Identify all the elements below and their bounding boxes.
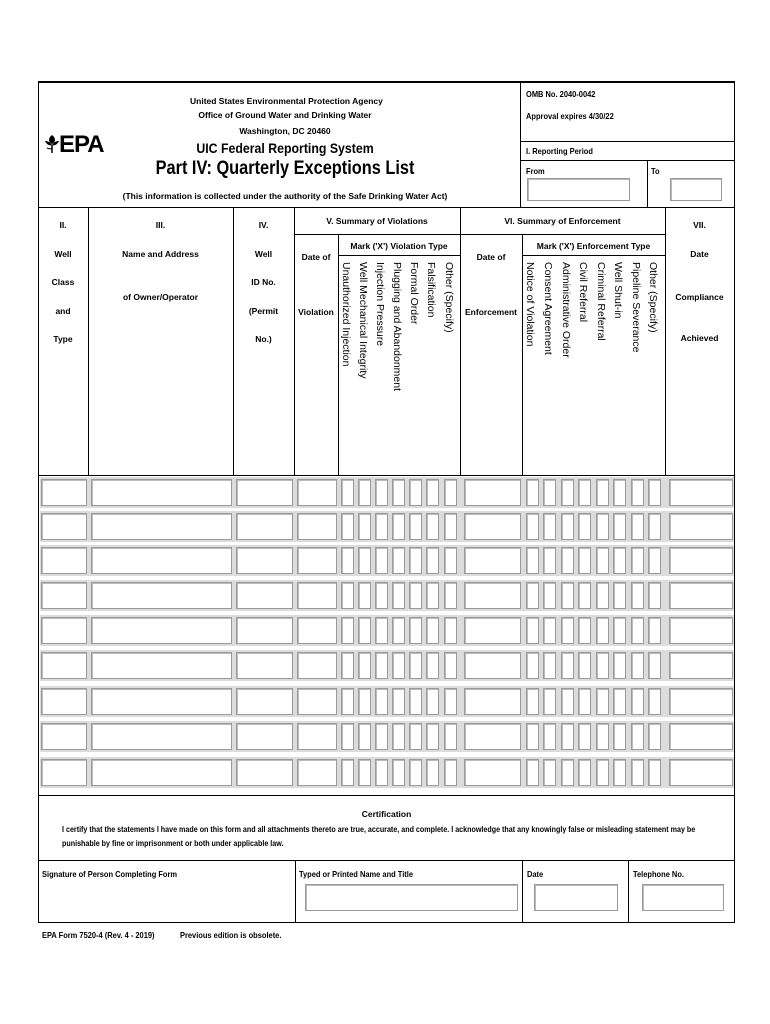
violation-type-checkbox[interactable] [341, 652, 354, 679]
violation-type-checkbox[interactable] [409, 688, 422, 715]
violation-type-checkbox[interactable] [392, 759, 405, 786]
enforcement-type-checkbox[interactable] [631, 617, 644, 644]
enforcement-type-checkbox[interactable] [631, 759, 644, 786]
enforcement-type-checkbox[interactable] [543, 759, 556, 786]
violation-date-field[interactable] [297, 513, 337, 540]
violation-type-checkbox[interactable] [409, 617, 422, 644]
column-header-top-line [38, 207, 735, 208]
col-divider-4 [294, 207, 295, 476]
enforcement-type-checkbox[interactable] [526, 547, 539, 574]
well-class-field[interactable] [41, 479, 87, 506]
printed-name-label: Typed or Printed Name and Title [299, 869, 414, 879]
enforcement-type-checkbox[interactable] [578, 479, 591, 506]
enforcement-type-checkbox[interactable] [631, 513, 644, 540]
enforcement-type-title: Mark ('X') Enforcement Type [536, 241, 651, 251]
enforcement-type-checkbox[interactable] [613, 652, 626, 679]
enforcement-type-checkbox[interactable] [561, 617, 574, 644]
enforcement-type-pipeline-severance: Pipeline Severance [630, 262, 642, 353]
violation-type-checkbox[interactable] [392, 652, 405, 679]
reporting-period-mid-line [520, 160, 734, 161]
violation-type-checkbox[interactable] [426, 479, 439, 506]
violation-type-checkbox[interactable] [341, 513, 354, 540]
enforcement-type-checkbox[interactable] [631, 479, 644, 506]
violation-type-checkbox[interactable] [426, 513, 439, 540]
enforcement-type-checkbox[interactable] [613, 617, 626, 644]
well-id-field[interactable] [236, 759, 293, 786]
enforcement-date-field[interactable] [464, 617, 521, 644]
col2-line-4: Type [53, 334, 73, 344]
violation-date-field[interactable] [297, 479, 337, 506]
agency-line-3: Washington, DC 20460 [239, 126, 331, 136]
violation-type-checkbox[interactable] [358, 513, 371, 540]
signature-top-line [38, 860, 735, 861]
enforcement-type-checkbox[interactable] [648, 513, 661, 540]
enforcement-type-checkbox[interactable] [613, 513, 626, 540]
enforcement-type-notice-of-violation: Notice of Violation [524, 262, 536, 347]
well-class-field[interactable] [41, 688, 87, 715]
violation-type-other: Other (Specify) [443, 262, 455, 333]
form-number: EPA Form 7520-4 (Rev. 4 - 2019) [42, 930, 155, 940]
enforcement-type-checkbox[interactable] [543, 617, 556, 644]
violation-type-subline [338, 255, 460, 256]
violation-type-checkbox[interactable] [358, 582, 371, 609]
enforcement-date-field[interactable] [464, 513, 521, 540]
violation-type-checkbox[interactable] [375, 617, 388, 644]
to-label: To [651, 166, 660, 176]
violation-type-checkbox[interactable] [444, 688, 457, 715]
enforcement-type-checkbox[interactable] [526, 513, 539, 540]
enforcement-type-checkbox[interactable] [561, 582, 574, 609]
signature-label: Signature of Person Completing Form [42, 869, 178, 879]
enforcement-date-field[interactable] [464, 652, 521, 679]
violation-date-line-2: Violation [298, 307, 334, 317]
violation-type-checkbox[interactable] [375, 582, 388, 609]
enforcement-type-checkbox[interactable] [613, 723, 626, 750]
certification-line-2: punishable by fine or imprisonment or both under applicable law. [62, 838, 284, 848]
violation-type-checkbox[interactable] [341, 582, 354, 609]
column-header-bottom-line [38, 475, 735, 476]
violation-type-title: Mark ('X') Violation Type [350, 241, 448, 251]
violation-type-injection-pressure: Injection Pressure [374, 262, 386, 347]
signature-date-field[interactable] [534, 884, 618, 911]
violation-type-checkbox[interactable] [375, 652, 388, 679]
enforcement-type-checkbox[interactable] [526, 479, 539, 506]
enforcement-type-checkbox[interactable] [613, 759, 626, 786]
violation-type-checkbox[interactable] [409, 652, 422, 679]
owner-name-address-field[interactable] [91, 759, 232, 786]
violation-type-checkbox[interactable] [444, 547, 457, 574]
violation-type-checkbox[interactable] [392, 547, 405, 574]
violation-type-checkbox[interactable] [358, 547, 371, 574]
well-class-field[interactable] [41, 759, 87, 786]
enforcement-type-administrative-order: Administrative Order [560, 262, 572, 358]
violation-type-checkbox[interactable] [409, 759, 422, 786]
enforcement-type-checkbox[interactable] [613, 582, 626, 609]
enforcement-type-checkbox[interactable] [561, 759, 574, 786]
reporting-period-top-line [520, 141, 734, 142]
violation-type-checkbox[interactable] [358, 759, 371, 786]
col7-number: VII. [693, 220, 706, 230]
enforcement-type-checkbox[interactable] [596, 688, 609, 715]
enforcement-type-checkbox[interactable] [543, 582, 556, 609]
enforcement-type-checkbox[interactable] [578, 759, 591, 786]
well-id-field[interactable] [236, 723, 293, 750]
violation-date-field[interactable] [297, 652, 337, 679]
violation-type-checkbox[interactable] [358, 723, 371, 750]
enforcement-type-criminal-referral: Criminal Referral [595, 262, 607, 341]
col2-number: II. [59, 220, 67, 230]
enforcement-type-checkbox[interactable] [578, 547, 591, 574]
enforcement-type-checkbox[interactable] [613, 688, 626, 715]
enforcement-type-checkbox[interactable] [596, 723, 609, 750]
violation-type-checkbox[interactable] [409, 479, 422, 506]
signature-divider-3 [628, 860, 629, 922]
violation-type-checkbox[interactable] [444, 617, 457, 644]
violation-type-checkbox[interactable] [341, 479, 354, 506]
violation-type-well-mechanical-integrity: Well Mechanical Integrity [357, 262, 369, 379]
enforcement-date-line-1: Date of [476, 252, 506, 262]
signature-divider-1 [295, 860, 296, 922]
to-date-field[interactable] [670, 178, 722, 201]
owner-name-address-field[interactable] [91, 723, 232, 750]
enforcement-type-consent-agreement: Consent Agreement [542, 262, 554, 355]
telephone-field[interactable] [642, 884, 724, 911]
form-title: Part IV: Quarterly Exceptions List [155, 158, 415, 179]
epa-flower-icon [44, 133, 60, 155]
well-id-field[interactable] [236, 582, 293, 609]
violation-type-checkbox[interactable] [392, 617, 405, 644]
violation-date-field[interactable] [297, 688, 337, 715]
from-to-divider [647, 160, 648, 207]
summary-subline [294, 234, 665, 235]
col2-line-1: Well [54, 249, 72, 259]
violation-type-checkbox[interactable] [444, 513, 457, 540]
owner-name-address-field[interactable] [91, 479, 232, 506]
well-id-field[interactable] [236, 479, 293, 506]
well-id-field[interactable] [236, 688, 293, 715]
from-label: From [526, 166, 545, 176]
owner-name-address-field[interactable] [91, 582, 232, 609]
enforcement-type-checkbox[interactable] [543, 547, 556, 574]
enforcement-type-checkbox[interactable] [596, 617, 609, 644]
enforcement-type-checkbox[interactable] [526, 723, 539, 750]
enforcement-type-checkbox[interactable] [561, 723, 574, 750]
reporting-period-label: I. Reporting Period [526, 146, 593, 156]
enforcement-date-field[interactable] [464, 479, 521, 506]
enforcement-type-checkbox[interactable] [596, 652, 609, 679]
enforcement-date-line-2: Enforcement [465, 307, 517, 317]
enforcement-type-checkbox[interactable] [526, 688, 539, 715]
enforcement-type-civil-referral: Civil Referral [577, 262, 589, 323]
enforcement-type-checkbox[interactable] [596, 582, 609, 609]
well-id-field[interactable] [236, 513, 293, 540]
form-bottom-border [38, 922, 735, 923]
enforcement-type-checkbox[interactable] [543, 479, 556, 506]
violation-type-checkbox[interactable] [426, 723, 439, 750]
omb-divider [520, 82, 521, 207]
violation-type-checkbox[interactable] [426, 688, 439, 715]
enforcement-type-checkbox[interactable] [543, 513, 556, 540]
enforcement-date-field[interactable] [464, 582, 521, 609]
violation-type-checkbox[interactable] [375, 688, 388, 715]
violation-type-checkbox[interactable] [392, 688, 405, 715]
compliance-date-field[interactable] [669, 513, 733, 540]
well-class-field[interactable] [41, 723, 87, 750]
enforcement-type-checkbox[interactable] [526, 617, 539, 644]
col4-line-4: No.) [255, 334, 272, 344]
violation-type-checkbox[interactable] [392, 479, 405, 506]
enforcement-type-checkbox[interactable] [578, 513, 591, 540]
enforcement-type-checkbox[interactable] [631, 582, 644, 609]
enforcement-type-checkbox[interactable] [578, 688, 591, 715]
approval-expiry: Approval expires 4/30/22 [526, 111, 614, 121]
violation-type-checkbox[interactable] [358, 652, 371, 679]
enforcement-type-checkbox[interactable] [648, 479, 661, 506]
violation-type-formal-order: Formal Order [408, 262, 420, 325]
enforcement-type-checkbox[interactable] [648, 759, 661, 786]
enforcement-type-checkbox[interactable] [596, 513, 609, 540]
enforcement-type-checkbox[interactable] [648, 652, 661, 679]
well-class-field[interactable] [41, 582, 87, 609]
compliance-date-field[interactable] [669, 617, 733, 644]
col7-line-3: Achieved [680, 333, 719, 343]
compliance-date-field[interactable] [669, 723, 733, 750]
enforcement-type-checkbox[interactable] [631, 652, 644, 679]
violation-type-unauthorized-injection: Unauthorized Injection [340, 262, 352, 367]
form-top-border [38, 81, 735, 83]
telephone-label: Telephone No. [633, 869, 684, 879]
violation-type-checkbox[interactable] [426, 652, 439, 679]
violation-type-checkbox[interactable] [375, 513, 388, 540]
enforcement-date-field[interactable] [464, 723, 521, 750]
col-divider-enf-date [522, 234, 523, 476]
compliance-date-field[interactable] [669, 479, 733, 506]
certification-line-1: I certify that the statements I have made on this form and all attachments thereto are true, accurate, and complete. I acknowledge that any knowingly false or misleading statement may be [62, 824, 696, 834]
violation-date-field[interactable] [297, 547, 337, 574]
col-divider-5 [460, 207, 461, 476]
violation-type-checkbox[interactable] [375, 547, 388, 574]
enforcement-type-checkbox[interactable] [543, 652, 556, 679]
violation-type-checkbox[interactable] [409, 582, 422, 609]
owner-name-address-field[interactable] [91, 688, 232, 715]
enforcement-type-checkbox[interactable] [578, 582, 591, 609]
violation-type-checkbox[interactable] [341, 617, 354, 644]
enforcement-type-checkbox[interactable] [631, 723, 644, 750]
enforcement-type-checkbox[interactable] [613, 479, 626, 506]
enforcement-type-other: Other (Specify) [647, 262, 659, 333]
owner-name-address-field[interactable] [91, 547, 232, 574]
enforcement-date-field[interactable] [464, 688, 521, 715]
violation-type-checkbox[interactable] [444, 759, 457, 786]
col-divider-2 [88, 207, 89, 476]
violations-title: V. Summary of Violations [326, 216, 428, 226]
col4-line-1: Well [254, 249, 273, 259]
enforcement-type-checkbox[interactable] [613, 547, 626, 574]
well-id-field[interactable] [236, 617, 293, 644]
enforcement-type-checkbox[interactable] [648, 617, 661, 644]
violation-type-falsification: Falsification [425, 262, 437, 318]
enforcement-type-checkbox[interactable] [596, 759, 609, 786]
enforcement-type-checkbox[interactable] [596, 547, 609, 574]
enforcement-type-checkbox[interactable] [578, 652, 591, 679]
col2-line-2: Class [51, 277, 75, 287]
enforcement-type-checkbox[interactable] [648, 582, 661, 609]
violation-type-checkbox[interactable] [444, 582, 457, 609]
enforcement-type-checkbox[interactable] [543, 723, 556, 750]
system-title: UIC Federal Reporting System [196, 140, 374, 156]
enforcement-type-checkbox[interactable] [631, 688, 644, 715]
enforcement-type-checkbox[interactable] [561, 652, 574, 679]
violation-type-checkbox[interactable] [358, 479, 371, 506]
violation-type-checkbox[interactable] [409, 513, 422, 540]
owner-name-address-field[interactable] [91, 617, 232, 644]
epa-logo-text: EPA [59, 131, 104, 158]
violation-type-checkbox[interactable] [375, 723, 388, 750]
col3-number: III. [155, 220, 166, 230]
certification-title: Certification [361, 809, 412, 819]
violation-type-checkbox[interactable] [358, 617, 371, 644]
col3-line-2: of Owner/Operator [122, 292, 199, 302]
violation-date-field[interactable] [297, 759, 337, 786]
certification-top-line [38, 795, 735, 796]
col4-line-2: ID No. [251, 277, 276, 287]
violation-type-checkbox[interactable] [426, 617, 439, 644]
violation-type-checkbox[interactable] [392, 582, 405, 609]
well-class-field[interactable] [41, 513, 87, 540]
enforcement-type-checkbox[interactable] [578, 617, 591, 644]
signature-field[interactable] [42, 884, 293, 919]
col-divider-viol-date [338, 234, 339, 476]
violation-date-field[interactable] [297, 617, 337, 644]
authority-note: (This information is collected under the authority of the Safe Drinking Water Act) [122, 191, 448, 201]
compliance-date-field[interactable] [669, 759, 733, 786]
violation-type-checkbox[interactable] [444, 479, 457, 506]
enforcement-type-subline [522, 255, 665, 256]
enforcement-type-checkbox[interactable] [526, 582, 539, 609]
enforcement-type-checkbox[interactable] [561, 547, 574, 574]
violation-type-checkbox[interactable] [392, 723, 405, 750]
enforcement-type-checkbox[interactable] [648, 688, 661, 715]
col2-line-3: and [55, 306, 71, 316]
enforcement-type-checkbox[interactable] [648, 723, 661, 750]
col4-number: IV. [258, 220, 269, 230]
agency-line-1: United States Environmental Protection Agency [190, 96, 383, 106]
enforcement-type-checkbox[interactable] [561, 513, 574, 540]
violation-date-line-1: Date of [301, 252, 331, 262]
date-label: Date [527, 869, 544, 879]
compliance-date-field[interactable] [669, 652, 733, 679]
owner-name-address-field[interactable] [91, 513, 232, 540]
printed-name-field[interactable] [305, 884, 518, 911]
enforcement-date-field[interactable] [464, 547, 521, 574]
owner-name-address-field[interactable] [91, 652, 232, 679]
col7-line-2: Compliance [675, 292, 724, 302]
enforcement-type-checkbox[interactable] [648, 547, 661, 574]
violation-type-plugging-abandonment: Plugging and Abandonment [391, 262, 403, 392]
violation-type-checkbox[interactable] [375, 479, 388, 506]
enforcement-type-checkbox[interactable] [561, 688, 574, 715]
violation-type-checkbox[interactable] [444, 723, 457, 750]
well-id-field[interactable] [236, 547, 293, 574]
well-class-field[interactable] [41, 652, 87, 679]
violation-type-checkbox[interactable] [341, 723, 354, 750]
violation-type-checkbox[interactable] [409, 723, 422, 750]
compliance-date-field[interactable] [669, 547, 733, 574]
signature-divider-2 [522, 860, 523, 922]
from-date-field[interactable] [527, 178, 630, 201]
col4-line-3: (Permit [248, 306, 279, 316]
enforcement-type-checkbox[interactable] [543, 688, 556, 715]
enforcement-date-field[interactable] [464, 759, 521, 786]
violation-type-checkbox[interactable] [341, 688, 354, 715]
violation-type-checkbox[interactable] [426, 582, 439, 609]
epa-logo [44, 131, 104, 158]
compliance-date-field[interactable] [669, 688, 733, 715]
violation-type-checkbox[interactable] [426, 759, 439, 786]
violation-type-checkbox[interactable] [375, 759, 388, 786]
enforcement-type-checkbox[interactable] [561, 479, 574, 506]
enforcement-title: VI. Summary of Enforcement [504, 216, 621, 226]
col7-line-1: Date [690, 249, 709, 259]
well-class-field[interactable] [41, 547, 87, 574]
omb-number: OMB No. 2040-0042 [526, 89, 596, 99]
col3-line-1: Name and Address [122, 249, 199, 259]
enforcement-type-checkbox[interactable] [526, 759, 539, 786]
enforcement-type-well-shut-in: Well Shut-in [612, 262, 624, 319]
compliance-date-field[interactable] [669, 582, 733, 609]
enforcement-type-checkbox[interactable] [596, 479, 609, 506]
violation-type-checkbox[interactable] [409, 547, 422, 574]
violation-date-field[interactable] [297, 723, 337, 750]
violation-type-checkbox[interactable] [341, 547, 354, 574]
violation-type-checkbox[interactable] [358, 688, 371, 715]
agency-line-2: Office of Ground Water and Drinking Water [198, 110, 372, 120]
obsolete-note: Previous edition is obsolete. [180, 930, 282, 940]
violation-type-checkbox[interactable] [426, 547, 439, 574]
well-class-field[interactable] [41, 617, 87, 644]
violation-date-field[interactable] [297, 582, 337, 609]
enforcement-type-checkbox[interactable] [631, 547, 644, 574]
violation-type-checkbox[interactable] [444, 652, 457, 679]
violation-type-checkbox[interactable] [341, 759, 354, 786]
enforcement-type-checkbox[interactable] [526, 652, 539, 679]
enforcement-type-checkbox[interactable] [578, 723, 591, 750]
well-id-field[interactable] [236, 652, 293, 679]
violation-type-checkbox[interactable] [392, 513, 405, 540]
